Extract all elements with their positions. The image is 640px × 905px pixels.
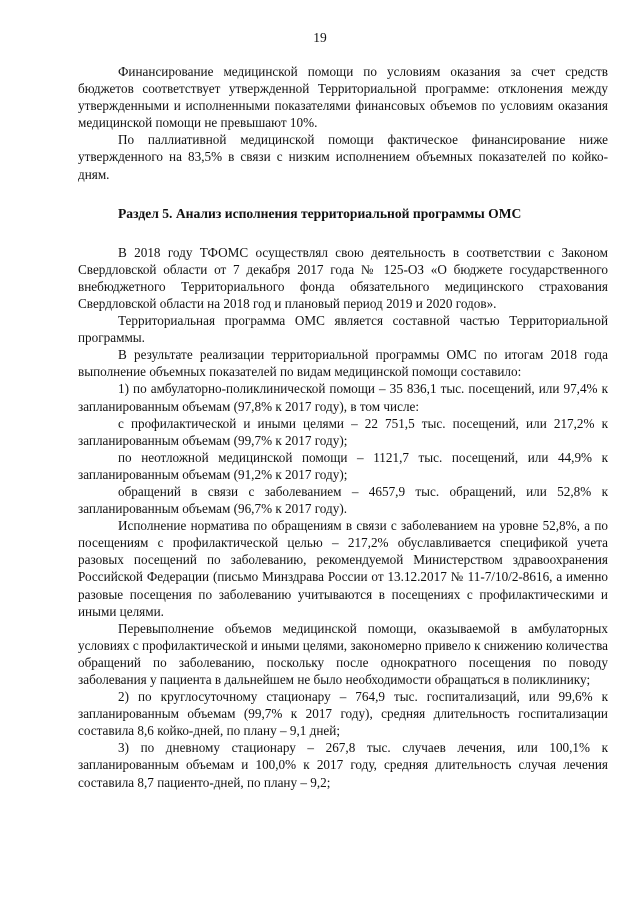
list-subitem: по неотложной медицинской помощи – 1121,7 тыс. посещений, или 44,9% к запланированным объемам (91,2% к 2017 году);: [78, 449, 608, 482]
paragraph: По паллиативной медицинской помощи фактическое финансирование ниже утвержденного на 83,5% в связи с низким исполнением объемных показателей по койко-дням.: [78, 132, 608, 182]
document-body: [78, 63, 608, 791]
paragraph: Перевыполнение объемов медицинской помощи, оказываемой в амбулаторных условиях с профилактической и иными целями, закономерно привело к снижению количества обращений по заболеванию, поскольку после однократного посещения по поводу заболевания у пациента в дальнейшем не было необходимости обращаться в поликлинику;: [78, 620, 608, 687]
list-item: 1) по амбулаторно-поликлинической помощи – 35 836,1 тыс. посещений, или 97,4% к запланированным объемам (97,8% к 2017 году), в том числе:: [78, 381, 608, 414]
paragraph: В результате реализации территориальной программы ОМС по итогам 2018 года выполнение объемных показателей по видам медицинской помощи составило:: [78, 347, 608, 380]
paragraph: Финансирование медицинской помощи по условиям оказания за счет средств бюджетов соответствует утвержденной Территориальной программе: отклонения между утвержденными и исполненными показателями финансовых объемов по условиям оказания медицинской помощи не превышают 10%.: [78, 64, 608, 131]
list-item: 3) по дневному стационару – 267,8 тыс. случаев лечения, или 100,1% к запланированным объемам и 100,0% к 2017 году, средняя длительность случая лечения составила 8,7 пациенто-дней, по плану – 9,2;: [78, 740, 608, 790]
paragraph: В 2018 году ТФОМС осуществлял свою деятельность в соответствии с Законом Свердловской области от 7 декабря 2017 года № 125-ОЗ «О бюджете государственного внебюджетного Территориального фонда обязательного медицинского страхования Свердловской области на 2018 год и плановый период 2019 и 2020 годов».: [78, 244, 608, 311]
list-item: 2) по круглосуточному стационару – 764,9 тыс. госпитализаций, или 99,6% к запланированным объемам (99,7% к 2017 году), средняя длительность госпитализации составила 8,6 койко-дней, по плану – 9,1 дней;: [78, 689, 608, 739]
section-heading: Раздел 5. Анализ исполнения территориальной программы ОМС: [118, 205, 522, 221]
list-subitem: обращений в связи с заболеванием – 4657,9 тыс. обращений, или 52,8% к запланированным объемам (96,7% к 2017 году).: [78, 483, 608, 517]
list-subitem: с профилактической и иными целями – 22 751,5 тыс. посещений, или 217,2% к запланированным объемам (99,7% к 2017 году);: [78, 415, 608, 448]
paragraph: Территориальная программа ОМС является составной частью Территориальной программы.: [78, 313, 608, 346]
page-number: 19: [313, 30, 327, 45]
paragraph: Исполнение норматива по обращениям в связи с заболеванием на уровне 52,8%, а по посещениям с профилактической целью – 217,2% обуславливается спецификой учета разовых посещений по заболеванию, рекомендуемой Министерством здравоохранения Российской Федерации (письмо Минздрава России от 13.12.2017 № 11-7/10/2-8616, а именно разовые посещения по заболеванию учитываются в посещениях с профилактическими и иными целями.: [78, 518, 608, 619]
